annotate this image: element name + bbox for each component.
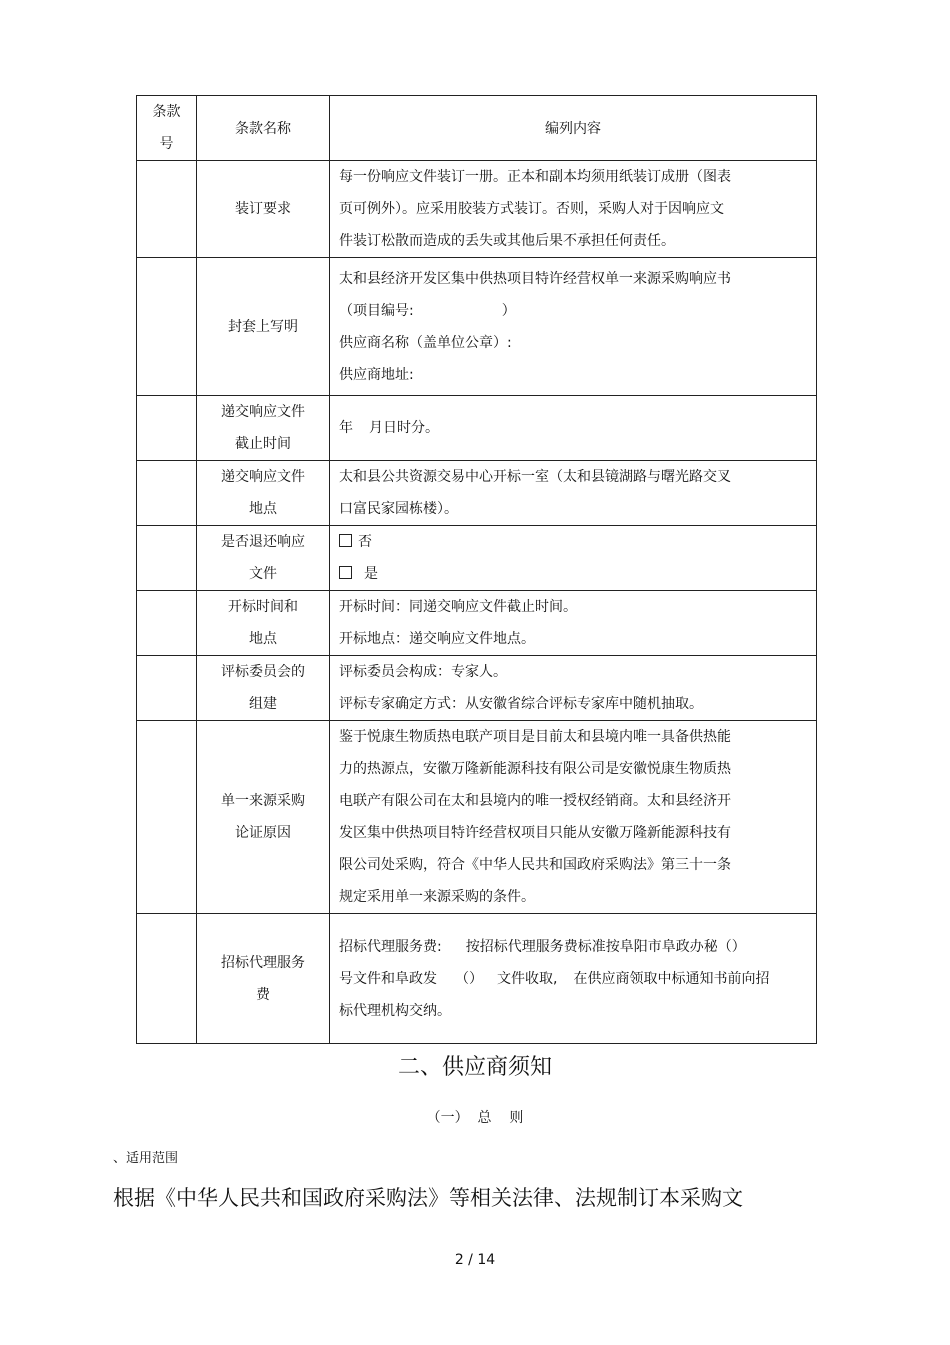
clause-name-cell: 封套上写明 xyxy=(197,258,330,396)
clause-no-cell xyxy=(137,656,197,721)
header-content: 编列内容 xyxy=(330,96,817,161)
header-clause-name: 条款名称 xyxy=(197,96,330,161)
table-row xyxy=(137,914,817,1044)
clause-content-cell: 招标代理服务费: 按招标代理服务费标准按阜阳市阜政办秘（） 号文件和阜政发 （） 文件收取, 在供应商领取中标通知书前向招 标代理机构交纳。 xyxy=(330,914,817,1044)
option-yes: 是 xyxy=(339,558,808,590)
clause-name-cell: 评标委员会的 组建 xyxy=(197,656,330,721)
table-row xyxy=(137,161,817,258)
clause-name-cell: 递交响应文件 截止时间 xyxy=(197,396,330,461)
clause-content-cell: 每一份响应文件装订一册。正本和副本均须用纸装订成册（图表 页可例外）。应采用胶装方式装订。否则，采购人对于因响应文 件装订松散而造成的丢失或其他后果不承担任何责任。 xyxy=(330,161,817,258)
section-title: 二、供应商须知 xyxy=(397,1055,552,1080)
clause-no-cell xyxy=(137,161,197,258)
clause-no-cell xyxy=(137,721,197,914)
clause-name-cell: 递交响应文件 地点 xyxy=(197,461,330,526)
clause-no-cell xyxy=(137,461,197,526)
table-row xyxy=(137,591,817,656)
clause-no-cell xyxy=(137,591,197,656)
table-header-row xyxy=(137,96,817,161)
checkbox-icon xyxy=(339,566,352,579)
page-number: 2 / 14 xyxy=(454,1252,496,1268)
subsection-title: （一） 总 则 xyxy=(426,1110,524,1126)
clause-content-cell: 评标委员会构成：专家人。 评标专家确定方式：从安徽省综合评标专家库中随机抽取。 xyxy=(330,656,817,721)
scope-heading: 、适用范围 xyxy=(113,1151,179,1166)
clause-no-cell xyxy=(137,526,197,591)
table-row xyxy=(137,526,817,591)
table-row xyxy=(137,258,817,396)
clause-name-cell: 是否退还响应 文件 xyxy=(197,526,330,591)
table-row xyxy=(137,396,817,461)
clause-table xyxy=(136,95,817,1044)
clause-content-cell: 开标时间：同递交响应文件截止时间。 开标地点：递交响应文件地点。 xyxy=(330,591,817,656)
table-row xyxy=(137,656,817,721)
clause-content-cell xyxy=(330,526,817,591)
clause-name-cell: 装订要求 xyxy=(197,161,330,258)
option-no: 否 xyxy=(339,526,808,558)
table-row xyxy=(137,461,817,526)
clause-content-cell: 太和县经济开发区集中供热项目特许经营权单一来源采购响应书 （项目编号: ） 供应商名称（盖单位公章）: 供应商地址: xyxy=(330,258,817,396)
clause-name-cell: 招标代理服务 费 xyxy=(197,914,330,1044)
clause-name-cell: 单一来源采购 论证原因 xyxy=(197,721,330,914)
clause-no-cell xyxy=(137,396,197,461)
clause-content-cell: 年 月日时分。 xyxy=(330,396,817,461)
header-clause-no: 条款 号 xyxy=(137,96,197,161)
clause-name-cell: 开标时间和 地点 xyxy=(197,591,330,656)
clause-no-cell xyxy=(137,258,197,396)
clause-no-cell xyxy=(137,914,197,1044)
clause-content-cell: 太和县公共资源交易中心开标一室（太和县镜湖路与曙光路交叉 口富民家园栋楼）。 xyxy=(330,461,817,526)
body-paragraph: 根据《中华人民共和国政府采购法》等相关法律、法规制订本采购文 xyxy=(113,1186,743,1210)
table-row xyxy=(137,721,817,914)
checkbox-icon xyxy=(339,534,352,547)
clause-content-cell: 鉴于悦康生物质热电联产项目是目前太和县境内唯一具备供热能 力的热源点，安徽万隆新能源科技有限公司是安徽悦康生物质热 电联产有限公司在太和县境内的唯一授权经销商。太和县经济开 发区集中供热项目特许经营权项目只能从安徽万隆新能源科技有 限公司处采购，符合《中华人民共和国政府采购法》第三十一条 规定采用单一来源采购的条件。 xyxy=(330,721,817,914)
